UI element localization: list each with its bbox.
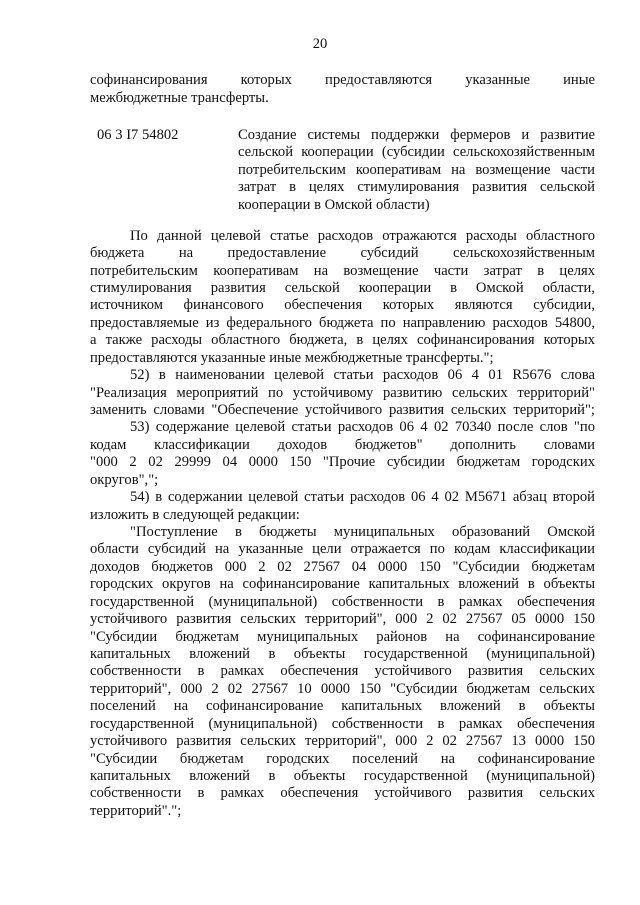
body-line: государственной (муниципальной) собственности в рамках обеспечения xyxy=(90,594,595,610)
body-line: источником финансового обеспечения которых являются субсидии, xyxy=(90,297,595,313)
body-line: "Поступление в бюджеты муниципальных образований Омской xyxy=(130,524,595,540)
body-line: а также расходы областного бюджета, в целях софинансирования которых xyxy=(90,332,595,348)
body-line: изложить в следующей редакции: xyxy=(90,507,300,523)
body-line: "000 2 02 29999 04 0000 150 "Прочие субсидии бюджетам городских xyxy=(90,454,595,470)
entry-desc-line: сельской кооперации (субсидии сельскохозяйственным xyxy=(238,144,595,160)
body-line: городских округов на софинансирование капитальных вложений в объекты xyxy=(90,576,595,592)
body-line: собственности в рамках обеспечения устойчивого развития сельских xyxy=(90,663,595,679)
body-line: По данной целевой статье расходов отражаются расходы областного xyxy=(130,228,595,244)
entry-desc-line: Создание системы поддержки фермеров и развитие xyxy=(238,127,595,143)
body-line: капитальных вложений в объекты государственной (муниципальной) xyxy=(90,768,595,784)
entry-desc-line: затрат в целях стимулирования развития сельской xyxy=(238,179,595,195)
entry-code: 06 3 I7 54802 xyxy=(97,127,179,143)
body-line: "Субсидии бюджетам городских поселений на софинансирование xyxy=(90,751,595,767)
body-line: территорий"."; xyxy=(90,803,182,819)
body-line: предоставляются указанные иные межбюджетные трансферты."; xyxy=(90,350,494,366)
body-line: 53) содержание целевой статьи расходов 06 4 02 70340 после слов "по xyxy=(130,419,595,435)
entry-desc-line: кооперации в Омской области) xyxy=(238,197,430,213)
body-line: устойчивого развития сельских территорий", 000 2 02 27567 05 0000 150 xyxy=(90,611,595,627)
body-line: бюджета на предоставление субсидий сельскохозяйственным xyxy=(90,245,595,261)
entry-desc-line: потребительским кооперативам на возмещение части xyxy=(238,162,595,178)
page-number: 20 xyxy=(312,36,328,52)
body-line: "Субсидии бюджетам муниципальных районов на софинансирование xyxy=(90,629,595,645)
body-line: округов","; xyxy=(90,472,159,488)
body-line: капитальных вложений в объекты государственной (муниципальной) xyxy=(90,646,595,662)
text-line: межбюджетные трансферты. xyxy=(90,90,269,106)
body-line: поселений на софинансирование капитальных вложений в объекты xyxy=(90,698,595,714)
body-line: 52) в наименовании целевой статьи расходов 06 4 01 R5676 слова xyxy=(130,367,595,383)
body-line: потребительским кооперативам на возмещение части затрат в целях xyxy=(90,263,595,279)
body-line: доходов бюджетов 000 2 02 27567 04 0000 150 "Субсидии бюджетам xyxy=(90,559,595,575)
body-line: устойчивого развития сельских территорий", 000 2 02 27567 13 0000 150 xyxy=(90,733,595,749)
body-line: 54) в содержании целевой статьи расходов 06 4 02 M5671 абзац второй xyxy=(130,489,595,505)
body-line: заменить словами "Обеспечение устойчивого развития сельских территорий"; xyxy=(90,402,595,418)
body-line: кодам классификации доходов бюджетов" дополнить словами xyxy=(90,437,595,453)
body-line: стимулирования развития сельской кооперации в Омской области, xyxy=(90,280,595,296)
body-line: территорий", 000 2 02 27567 10 0000 150 "Субсидии бюджетам сельских xyxy=(90,681,595,697)
body-line: государственной (муниципальной) собственности в рамках обеспечения xyxy=(90,716,595,732)
body-line: "Реализация мероприятий по устойчивому развитию сельских территорий" xyxy=(90,385,595,401)
text-line: софинансирования которых предоставляются указанные иные xyxy=(90,72,595,88)
body-line: собственности в рамках обеспечения устойчивого развития сельских xyxy=(90,785,595,801)
body-line: предоставляемые из федерального бюджета по направлению расходов 54800, xyxy=(90,315,595,331)
body-line: области субсидий на указанные цели отражается по кодам классификации xyxy=(90,541,595,557)
